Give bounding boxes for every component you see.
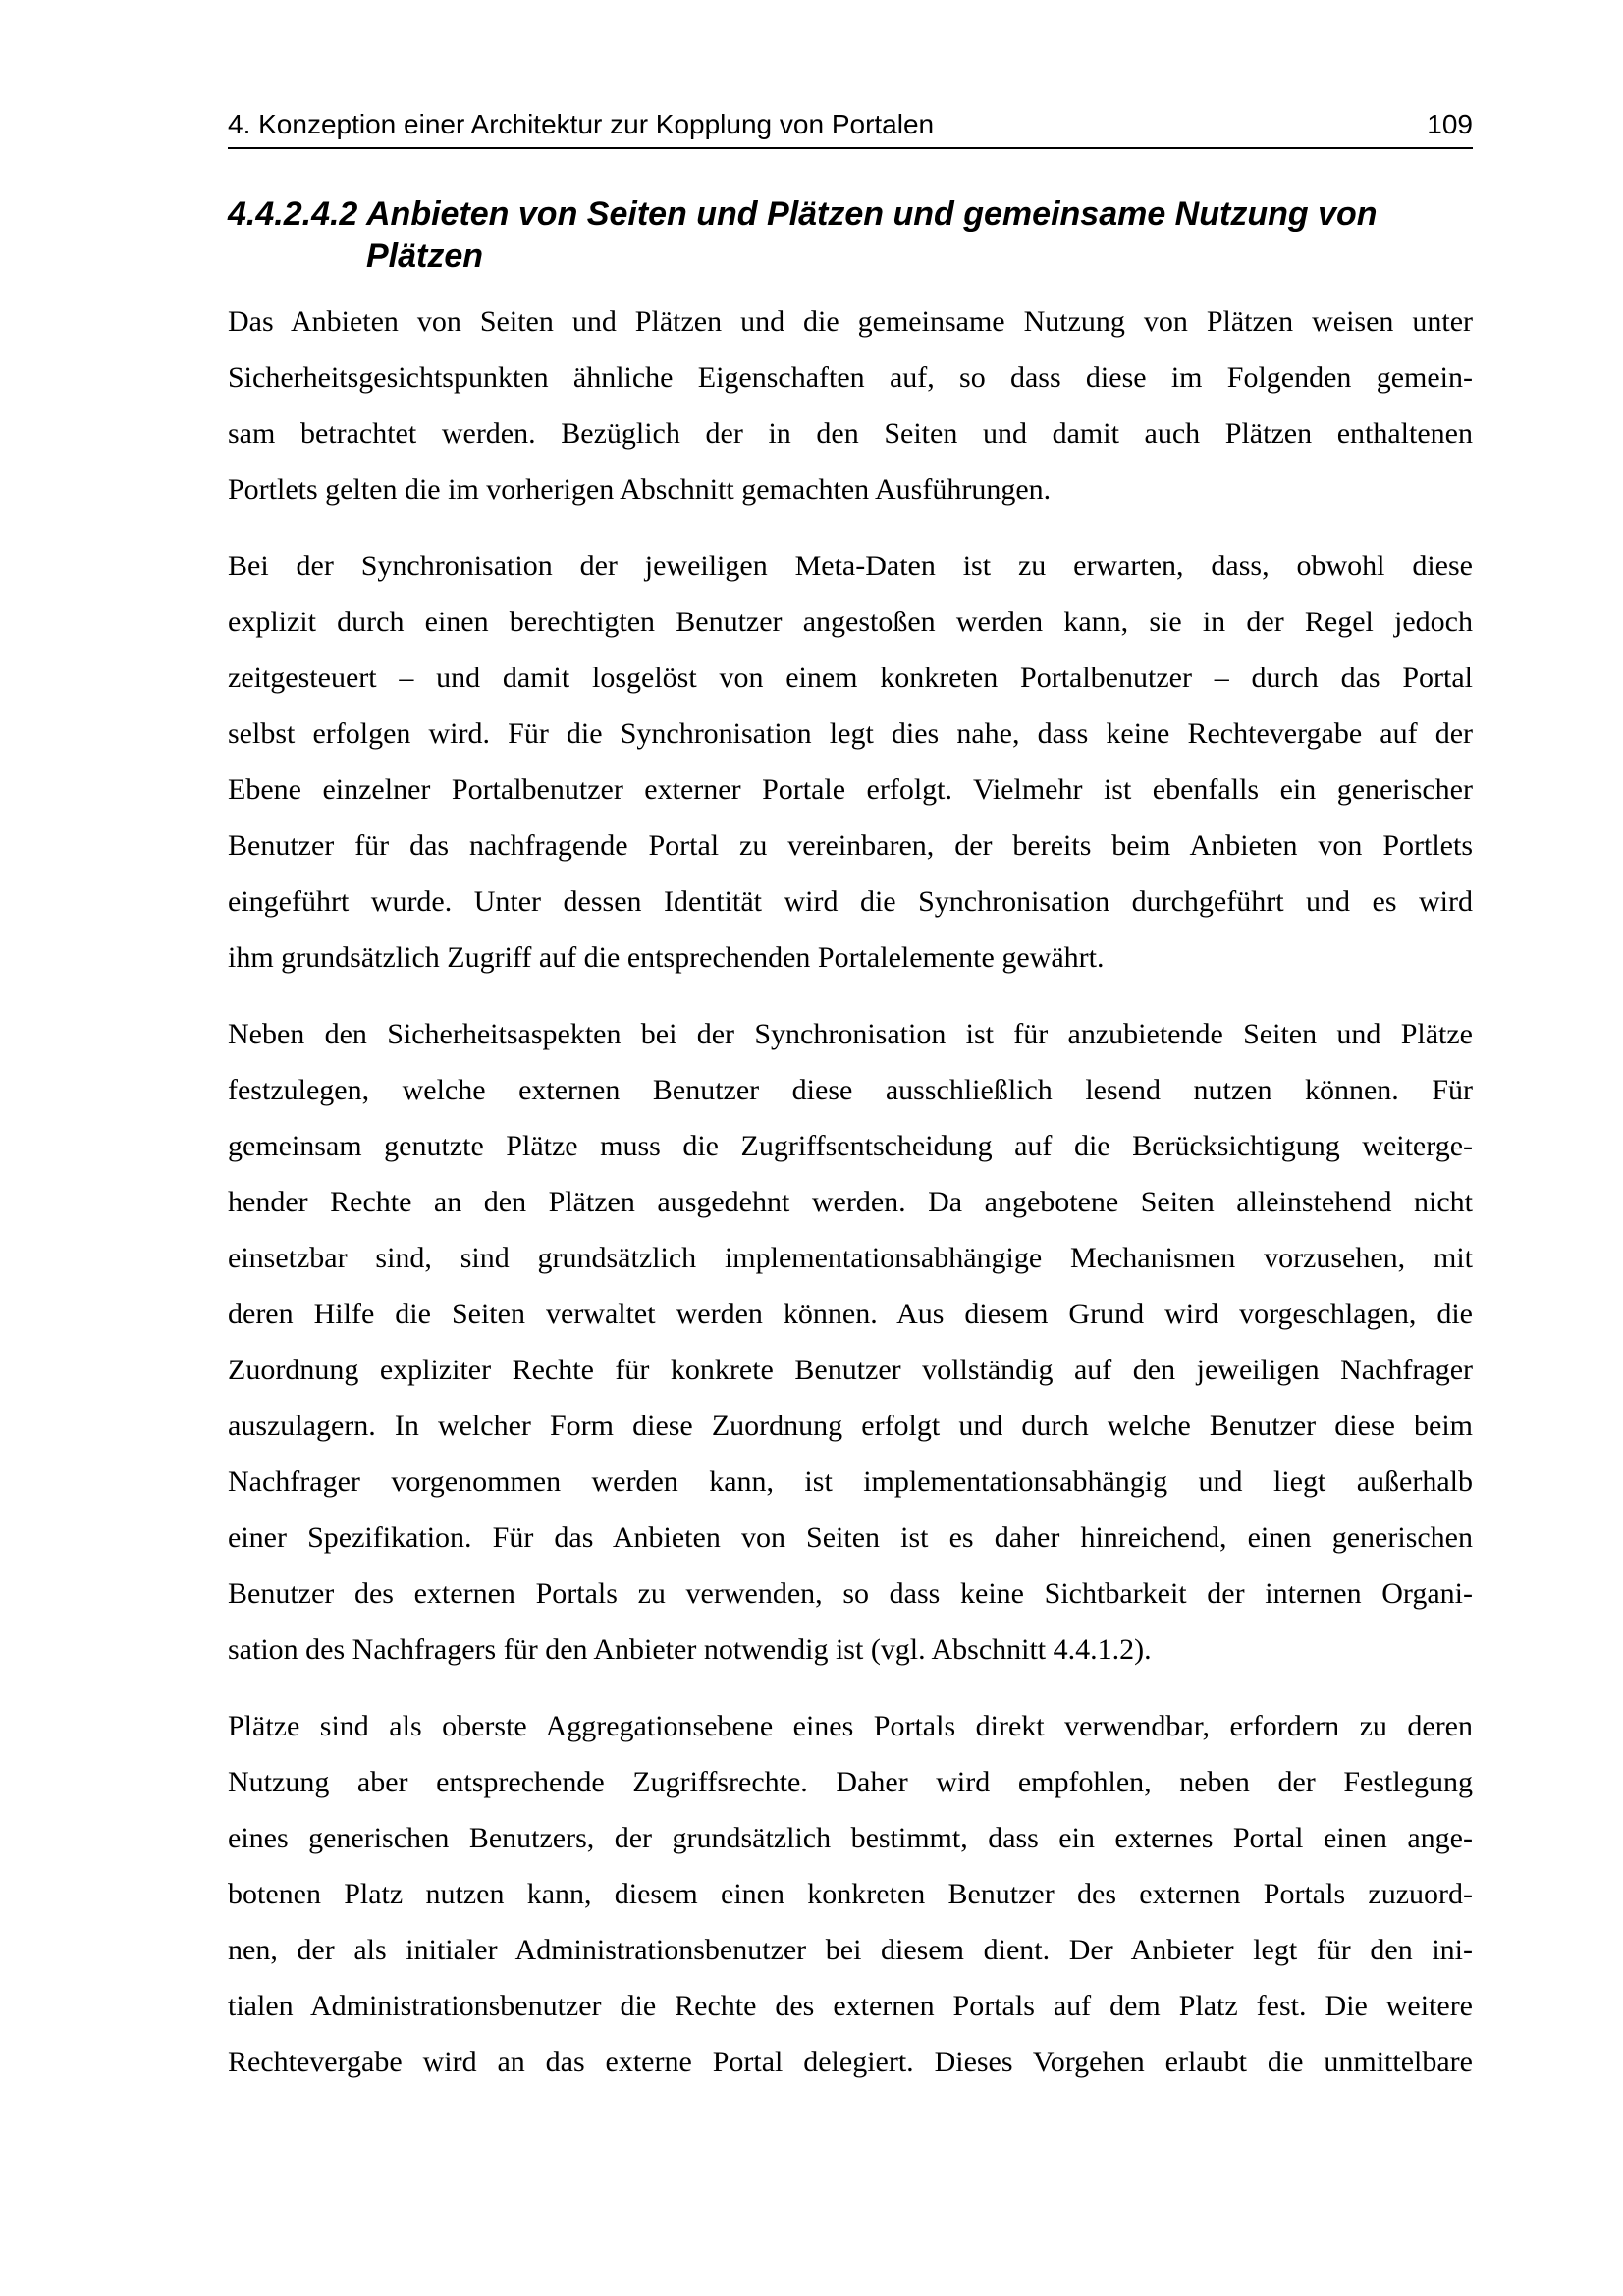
text-line: Portlets gelten die im vorherigen Abschnitt gemachten Ausführungen. <box>228 473 1052 506</box>
text-line: Ebene einzelner Portalbenutzer externer Portale erfolgt. Vielmehr ist ebenfalls ein generischer <box>228 774 1473 806</box>
text-line: nen, der als initialer Administrationsbenutzer bei diesem dient. Der Anbieter legt für den ini- <box>228 1934 1473 1966</box>
text-line: gemeinsam genutzte Plätze muss die Zugriffsentscheidung auf die Berücksichtigung weiterge- <box>228 1130 1473 1162</box>
text-line: einer Spezifikation. Für das Anbieten von Seiten ist es daher hinreichend, einen generischen <box>228 1522 1473 1554</box>
paragraph <box>228 294 1473 517</box>
chapter-title: 4. Konzeption einer Architektur zur Kopplung von Portalen <box>228 109 935 139</box>
section-heading-line-2: Plätzen <box>366 238 484 275</box>
text-line: eines generischen Benutzers, der grundsätzlich bestimmt, dass ein externes Portal einen ange- <box>228 1822 1473 1854</box>
text-line: botenen Platz nutzen kann, diesem einen konkreten Benutzer des externen Portals zuzuord- <box>228 1878 1473 1910</box>
text-line: festzulegen, welche externen Benutzer diese ausschließlich lesend nutzen können. Für <box>228 1074 1473 1106</box>
text-line: eingeführt wurde. Unter dessen Identität wird die Synchronisation durchgeführt und es wird <box>228 885 1473 918</box>
text-line: ihm grundsätzlich Zugriff auf die entsprechenden Portalelemente gewährt. <box>228 941 1105 974</box>
text-line: Plätze sind als oberste Aggregationsebene eines Portals direkt verwendbar, erfordern zu deren <box>228 1710 1473 1742</box>
text-line: Sicherheitsgesichtspunkten ähnliche Eigenschaften auf, so dass diese im Folgenden gemein- <box>228 361 1473 394</box>
text-line: Rechtevergabe wird an das externe Portal delegiert. Dieses Vorgehen erlaubt die unmittelbare <box>228 2046 1473 2078</box>
text-line: hender Rechte an den Plätzen ausgedehnt werden. Da angebotene Seiten alleinstehend nicht <box>228 1186 1473 1218</box>
text-line: explizit durch einen berechtigten Benutzer angestoßen werden kann, sie in der Regel jedoch <box>228 606 1473 638</box>
text-line: tialen Administrationsbenutzer die Rechte des externen Portals auf dem Platz fest. Die weitere <box>228 1990 1473 2022</box>
section-heading-line-1 <box>228 193 1473 236</box>
section-number: 4.4.2.4.2 <box>228 195 358 233</box>
paragraph <box>228 1698 1473 2090</box>
text-line: Bei der Synchronisation der jeweiligen Meta-Daten ist zu erwarten, dass, obwohl diese <box>228 550 1473 582</box>
text-line: Das Anbieten von Seiten und Plätzen und die gemeinsame Nutzung von Plätzen weisen unter <box>228 305 1473 338</box>
running-header <box>228 108 1473 149</box>
text-line: auszulagern. In welcher Form diese Zuordnung erfolgt und durch welche Benutzer diese beim <box>228 1410 1473 1442</box>
section-title: Anbieten von Seiten und Plätzen und gemeinsame Nutzung von <box>366 195 1378 233</box>
paragraph <box>228 1006 1473 1678</box>
text-line: Neben den Sicherheitsaspekten bei der Synchronisation ist für anzubietende Seiten und Plätze <box>228 1018 1473 1050</box>
text-line: deren Hilfe die Seiten verwaltet werden können. Aus diesem Grund wird vorgeschlagen, die <box>228 1298 1473 1330</box>
page-number: 109 <box>1427 109 1473 139</box>
text-line: selbst erfolgen wird. Für die Synchronisation legt dies nahe, dass keine Rechtevergabe auf der <box>228 718 1473 750</box>
text-line: sam betrachtet werden. Bezüglich der in den Seiten und damit auch Plätzen enthaltenen <box>228 417 1473 450</box>
page-body <box>228 294 1473 2110</box>
text-line: Nachfrager vorgenommen werden kann, ist implementationsabhängig und liegt außerhalb <box>228 1466 1473 1498</box>
text-line: Benutzer für das nachfragende Portal zu vereinbaren, der bereits beim Anbieten von Portlets <box>228 829 1473 862</box>
text-line: zeitgesteuert – und damit losgelöst von einem konkreten Portalbenutzer – durch das Portal <box>228 662 1473 694</box>
text-line: Zuordnung expliziter Rechte für konkrete Benutzer vollständig auf den jeweiligen Nachfrager <box>228 1354 1473 1386</box>
text-line: einsetzbar sind, sind grundsätzlich implementationsabhängige Mechanismen vorzusehen, mit <box>228 1242 1473 1274</box>
text-line: sation des Nachfragers für den Anbieter notwendig ist (vgl. Abschnitt 4.4.1.2). <box>228 1633 1152 1666</box>
text-line: Nutzung aber entsprechende Zugriffsrechte. Daher wird empfohlen, neben der Festlegung <box>228 1766 1473 1798</box>
section-heading <box>228 193 1473 278</box>
text-line: Benutzer des externen Portals zu verwenden, so dass keine Sichtbarkeit der internen Organi- <box>228 1577 1473 1610</box>
paragraph <box>228 538 1473 986</box>
